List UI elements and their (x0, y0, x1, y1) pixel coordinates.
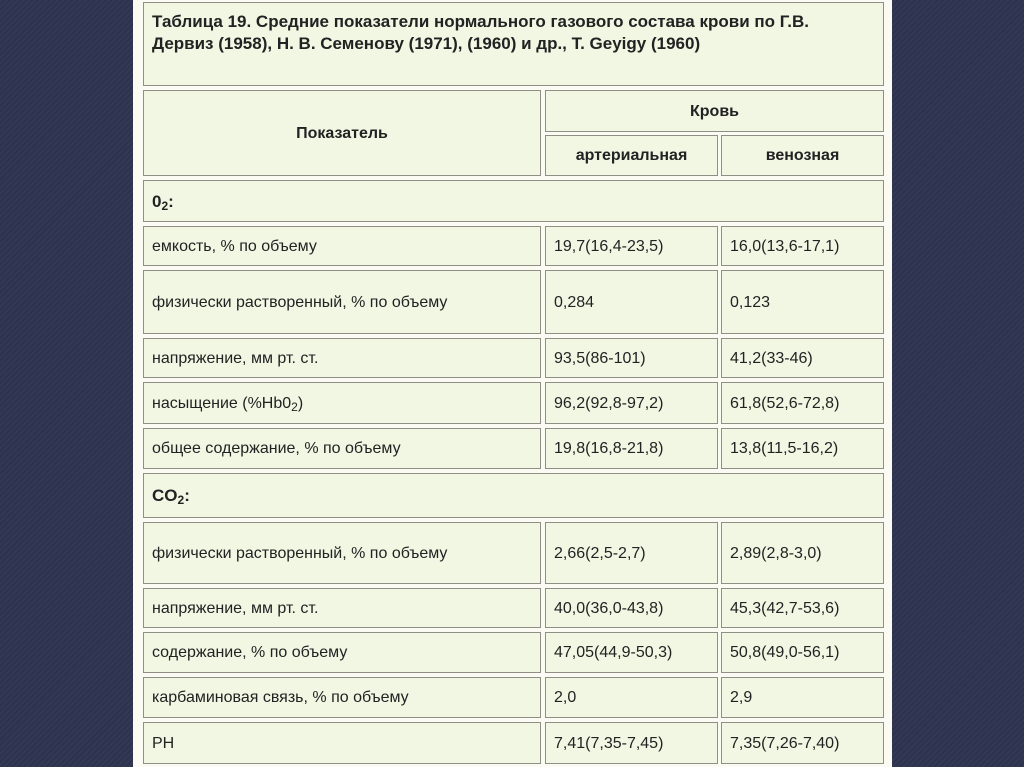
row-venous: 45,3(42,7-53,6) (721, 588, 884, 628)
row-arterial: 19,7(16,4-23,5) (545, 226, 718, 266)
row-arterial: 2,0 (545, 677, 718, 718)
table-title (143, 2, 884, 86)
header-indicator: Показатель (143, 90, 541, 176)
header-blood: Кровь (545, 90, 884, 132)
row-venous: 2,9 (721, 677, 884, 718)
row-arterial: 93,5(86-101) (545, 338, 718, 378)
row-venous: 13,8(11,5-16,2) (721, 428, 884, 469)
row-venous: 50,8(49,0-56,1) (721, 632, 884, 673)
row-label: содержание, % по объему (143, 632, 541, 673)
row-venous: 41,2(33-46) (721, 338, 884, 378)
row-label: насыщение $(\%Hb0_2)$ (143, 382, 541, 424)
row-arterial: 40,0(36,0-43,8) (545, 588, 718, 628)
row-label: напряжение, мм рт. ст. (143, 588, 541, 628)
row-arterial: 19,8(16,8-21,8) (545, 428, 718, 469)
row-label: емкость, % по объему (143, 226, 541, 266)
row-venous: 61,8(52,6-72,8) (721, 382, 884, 424)
table-title-text: Таблица 19. Средние показатели нормального газового состава крови по Г.В. Дервиз (1958), Н. В. Семенову (1971), (1960) и др., Т. Geyigy (1960) (152, 12, 809, 53)
section-o2: $0_2$: (143, 180, 884, 222)
row-label: карбаминовая связь, % по объему (143, 677, 541, 718)
row-label: PH (143, 722, 541, 764)
row-arterial: 2,66(2,5-2,7) (545, 522, 718, 584)
row-label: физически растворенный, % по объему (143, 270, 541, 334)
row-venous: 16,0(13,6-17,1) (721, 226, 884, 266)
row-venous: 0,123 (721, 270, 884, 334)
row-arterial: 47,05(44,9-50,3) (545, 632, 718, 673)
row-arterial: 7,41(7,35-7,45) (545, 722, 718, 764)
row-label: напряжение, мм рт. ст. (143, 338, 541, 378)
row-arterial: 96,2(92,8-97,2) (545, 382, 718, 424)
section-co2: $CO_2$: (143, 473, 884, 518)
row-venous: 7,35(7,26-7,40) (721, 722, 884, 764)
row-arterial: 0,284 (545, 270, 718, 334)
row-venous: 2,89(2,8-3,0) (721, 522, 884, 584)
header-arterial: артериальная (545, 135, 718, 176)
header-venous: венозная (721, 135, 884, 176)
row-label: общее содержание, % по объему (143, 428, 541, 469)
row-label: физически растворенный, % по объему (143, 522, 541, 584)
